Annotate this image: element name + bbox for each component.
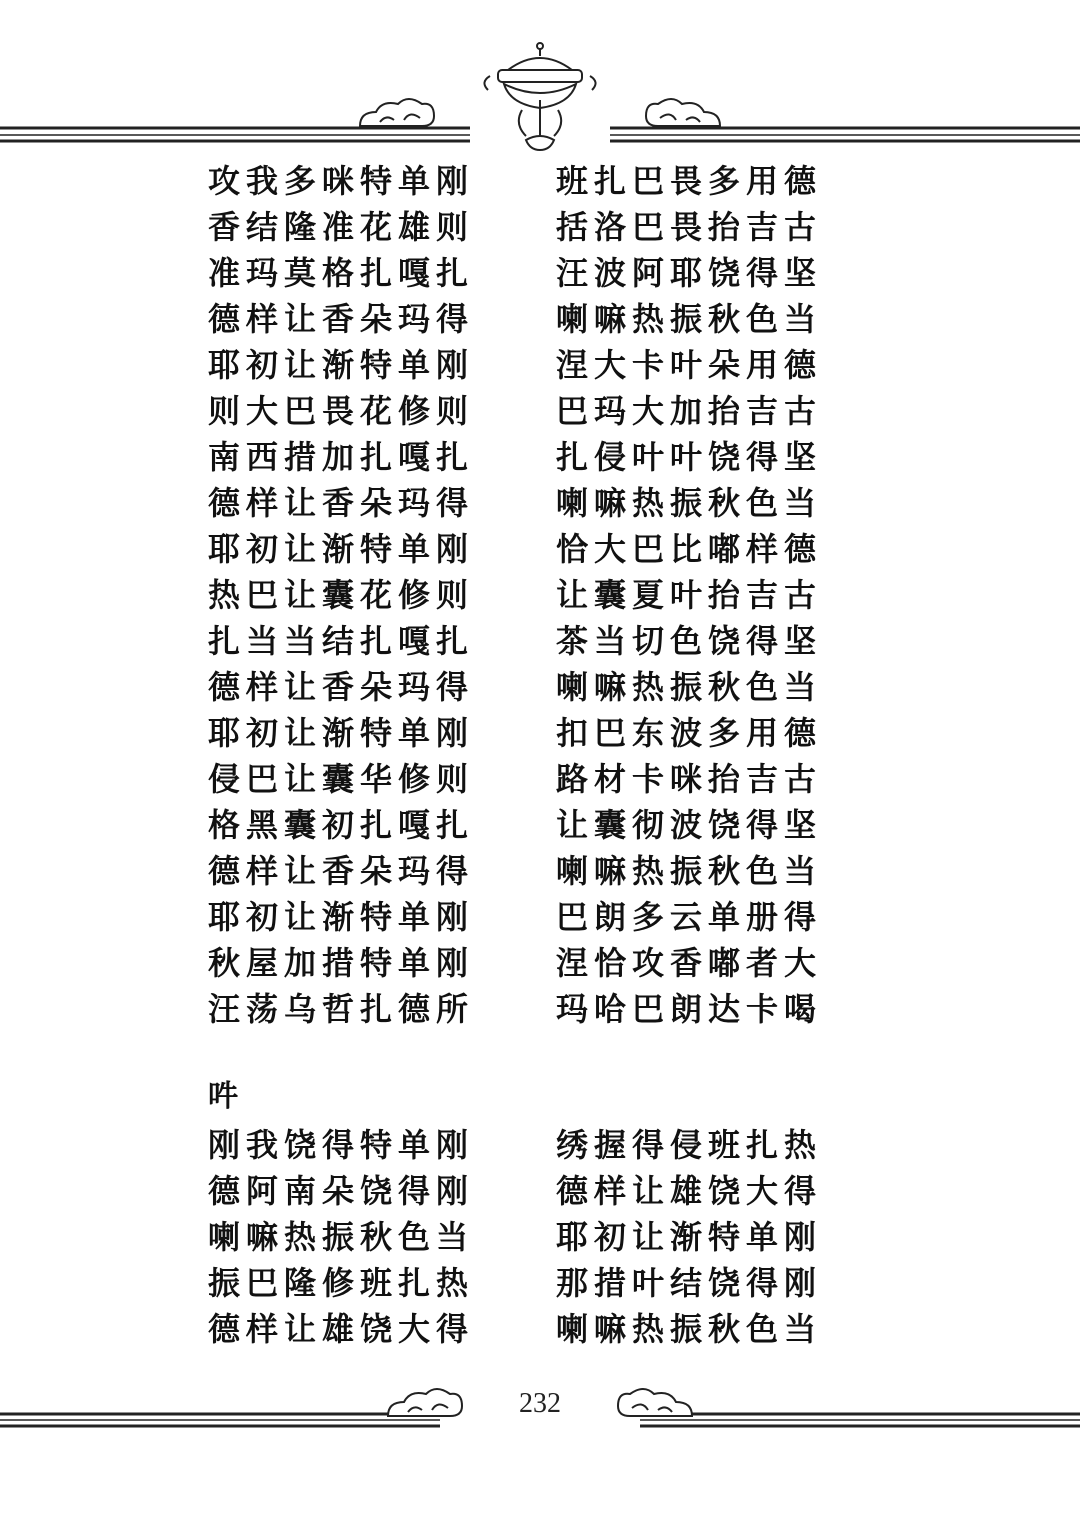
verse-line: 喇嘛热振秋色当 <box>556 484 823 522</box>
verse-line: 让囊夏叶抬吉古 <box>556 576 823 614</box>
verse-line: 扎当当结扎嘎扎 <box>208 622 475 660</box>
verse-line: 德样让香朵玛得 <box>208 300 475 338</box>
verse-line: 准玛莫格扎嘎扎 <box>208 254 475 292</box>
page-number: 232 <box>519 1388 561 1419</box>
verse-line: 德样让香朵玛得 <box>208 484 475 522</box>
verse-line: 喇嘛热振秋色当 <box>556 668 823 706</box>
verse-line: 恰大巴比嘟样德 <box>556 530 823 568</box>
verse-line: 绣握得侵班扎热 <box>556 1126 823 1164</box>
verse-line: 耶初让渐特单刚 <box>208 714 475 752</box>
verse-line: 耶初让渐特单刚 <box>208 898 475 936</box>
verse-line: 振巴隆修班扎热 <box>208 1264 475 1302</box>
verse-line: 班扎巴畏多用德 <box>556 162 823 200</box>
verse-line: 扎侵叶叶饶得坚 <box>556 438 823 476</box>
verse-one-left-column <box>208 158 488 1032</box>
section-heading: 吽 <box>208 1079 238 1114</box>
verse-two-right-column <box>556 1122 836 1352</box>
verse-line: 汪荡乌哲扎德所 <box>208 990 475 1028</box>
verse-line: 汪波阿耶饶得坚 <box>556 254 823 292</box>
verse-line: 攻我多咪特单刚 <box>208 162 475 200</box>
verse-line: 秋屋加措特单刚 <box>208 944 475 982</box>
header-ornament <box>0 40 1080 160</box>
verse-line: 玛哈巴朗达卡喝 <box>556 990 823 1028</box>
verse-line: 喇嘛热振秋色当 <box>556 300 823 338</box>
verse-line: 路材卡咪抬吉古 <box>556 760 823 798</box>
verse-line: 那措叶结饶得刚 <box>556 1264 823 1302</box>
verse-line: 格黑囊初扎嘎扎 <box>208 806 475 844</box>
verse-line: 德样让雄饶大得 <box>556 1172 823 1210</box>
cloud-right-icon <box>646 99 720 126</box>
verse-line: 巴玛大加抬吉古 <box>556 392 823 430</box>
verse-line: 喇嘛热振秋色当 <box>556 1310 823 1348</box>
verse-two-left-column <box>208 1122 488 1352</box>
verse-line: 刚我饶得特单刚 <box>208 1126 475 1164</box>
verse-line: 扣巴东波多用德 <box>556 714 823 752</box>
verse-line: 耶初让渐特单刚 <box>208 530 475 568</box>
verse-line: 德阿南朵饶得刚 <box>208 1172 475 1210</box>
verse-line: 括洛巴畏抬吉古 <box>556 208 823 246</box>
verse-line: 德样让香朵玛得 <box>208 668 475 706</box>
verse-line: 侵巴让囊华修则 <box>208 760 475 798</box>
verse-one-right-column <box>556 158 836 1032</box>
verse-line: 德样让香朵玛得 <box>208 852 475 890</box>
verse-line: 让囊彻波饶得坚 <box>556 806 823 844</box>
verse-line: 巴朗多云单册得 <box>556 898 823 936</box>
verse-line: 涅恰攻香嘟者大 <box>556 944 823 982</box>
verse-line: 热巴让囊花修则 <box>208 576 475 614</box>
parasol-emblem-icon <box>484 43 595 150</box>
verse-line: 南西措加扎嘎扎 <box>208 438 475 476</box>
verse-line: 喇嘛热振秋色当 <box>208 1218 475 1256</box>
verse-line: 涅大卡叶朵用德 <box>556 346 823 384</box>
verse-line: 茶当切色饶得坚 <box>556 622 823 660</box>
verse-line: 香结隆准花雄则 <box>208 208 475 246</box>
verse-line: 耶初让渐特单刚 <box>208 346 475 384</box>
cloud-left-icon <box>360 99 434 126</box>
verse-line: 德样让雄饶大得 <box>208 1310 475 1348</box>
verse-line: 耶初让渐特单刚 <box>556 1218 823 1256</box>
verse-line: 则大巴畏花修则 <box>208 392 475 430</box>
verse-line: 喇嘛热振秋色当 <box>556 852 823 890</box>
